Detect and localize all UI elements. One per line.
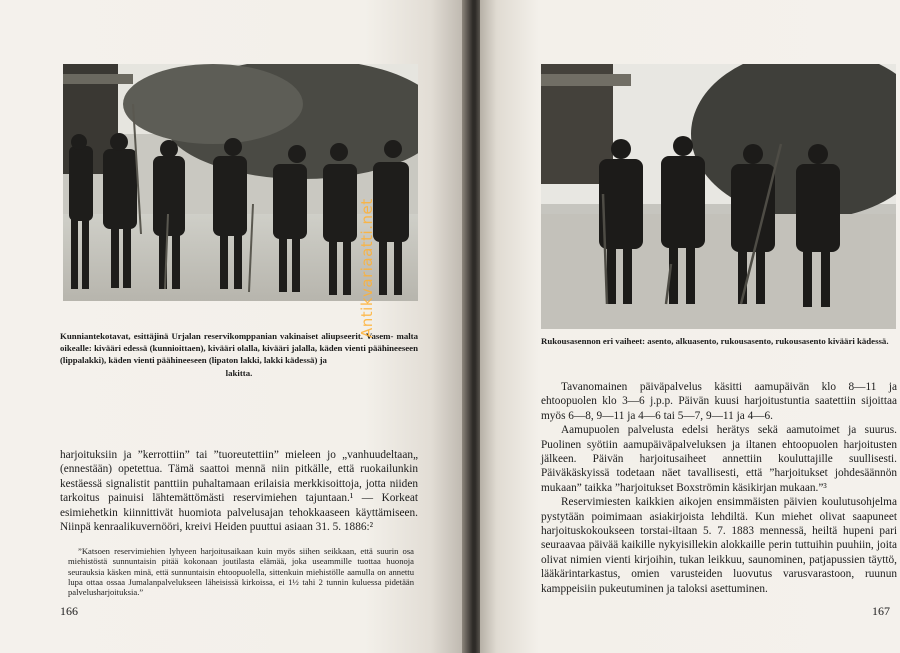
watermark: Antikvariaatti.net (358, 198, 376, 338)
paragraph: Aamupuolen palvelusta edelsi herätys sekä aamutoimet ja suurus. Puolinen syötiin aamupäiväpalveluksen ja iltanen ehtoopuolen harjoitusten jälkeen. Päivän harjoitusaiheet annettiin kouluttajille suullisesti. Päiväkäskyissä todetaan näet tavallisesti, että ”harjoitukset johdesäännön mukaan” taikka ”harjoitukset Boxströmin käsikirjan mukaan.”³ (541, 424, 897, 494)
right-photo-image (541, 64, 896, 329)
left-body-text (60, 448, 418, 534)
quote-text: ”Katsoen reservimiehien lyhyeen harjoitusaikaan kuin myös siihen seikkaan, että suurin osa miehistöstä sunnuntaisin pitää kokonaan joutilasta elämää, joka useammille tuottaa huonoja seurauksia käsken minä, että sunnuntaisin ehtoopuolella, sittenkuin miehistölle aamulla on annettu lupa ottaa ossaa Jumalanpalvelukseen läheisissä kirkoissa, ei 1½ tahi 2 tunnin kuluessa pidetään palvelusharjoituksia.” (68, 546, 414, 598)
right-page (480, 0, 900, 653)
right-body-text (541, 380, 897, 596)
caption-line: päähineeseen (lippalakki), käden vienti päähineeseen (lipaton lakki, lakki kädessä) ja (60, 343, 418, 366)
page-number-right: 167 (872, 604, 890, 618)
block-quote (68, 546, 414, 597)
paragraph: Reservimiesten kaikkien aikojen ensimmäisten päivien koulutusohjelma pystytään poimimaan asiakirjoista lehdiltä. Kun miehet olivat saapuneet harjoituskokoukseen torstai-iltaan 5. 7. 1883 mennessä, heiltä hupeni pari seuraavaa päivää kaikille nykyisillekin alokkaille perin tuttuihin puuhiin, joita olivat nimien vienti kirjoihin, tukan leikkuu, saunominen, patjapussien täyttö, lääkärintarkastus, omien varusteiden luovutus varusvarastoon, ruunun kamppeisiin pukeutuminen ja taloksi asettuminen. (541, 496, 897, 595)
caption-line: malta oikealle: kivääri edessä (kunnioittaen), kivääri olalla, kivääri jalalla, käden vienti (60, 331, 418, 354)
paragraph: harjoituksiin ja ”kerrottiin” tai ”tuoreutettiin” mieleen jo „vanhuudeltaan„ (ennestään) opetettua. Tämä saattoi mennä niin pitkälle, että ruokailunkin kestäessä signalistit panttiin puhaltamaan erilaisia merkkisoittoja, jotta niiden tarkoitus painuisi lähtemättömästi reservimiehen tajuntaan.¹ — Korkeat esimiehetkin kiinnittivät huomiota palvelusajan tehokkaaseen käyttämiseen. Niinpä kenraalikuvernööri, kreivi Heiden puuttui asiaan 31. 5. 1886:² (60, 449, 418, 534)
right-photo (541, 64, 896, 329)
paragraph: Tavanomainen päiväpalvelus käsitti aamupäivän klo 8—11 ja ehtoopuolen klo 3—6 j.p.p. Päivän kuusi harjoitustuntia saatettiin sijoittaa myös 6—8, 9—11 ja 4—6 tai 5—7, 9—11 ja 4—6. (541, 381, 897, 422)
caption-line: Kunniantekotavat, esittäjinä Urjalan reservikomppanian vakinaiset aliupseerit. Vasem- (60, 331, 394, 341)
caption-line: lakitta. (225, 367, 253, 378)
right-caption: Rukousasennon eri vaiheet: asento, alkuasento, rukousasento, rukousasento kivääri kädessä. (541, 336, 889, 346)
page-number-left: 166 (60, 604, 78, 618)
